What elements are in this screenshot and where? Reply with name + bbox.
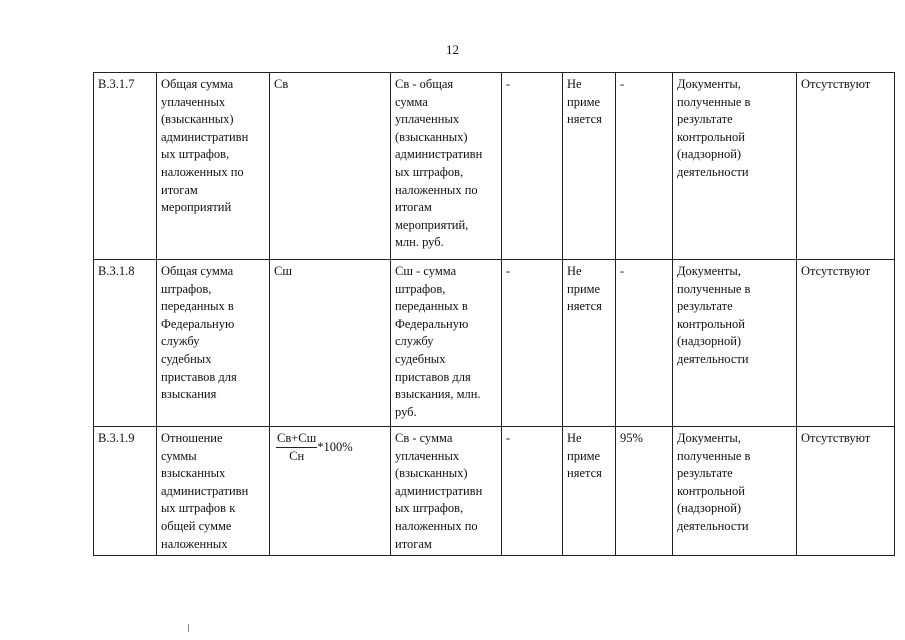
indicator-source: Документы, полученные в результате контрольной (надзорной) деятельности — [673, 427, 797, 556]
scan-mark — [188, 624, 189, 632]
table-row — [94, 260, 895, 427]
indicator-source: Документы, полученные в результате контрольной (надзорной) деятельности — [673, 73, 797, 260]
indicator-status: Отсутствуют — [797, 427, 895, 556]
indicator-formula: Сш — [270, 260, 391, 427]
indicator-description: Св - сумма уплаченных (взысканных) административн ых штрафов, наложенных по итогам — [391, 427, 502, 556]
indicator-code: B.3.1.8 — [94, 260, 157, 427]
indicator-col5: - — [502, 73, 563, 260]
indicator-name: Общая сумма уплаченных (взысканных) административн ых штрафов, наложенных по итогам мероприятий — [157, 73, 270, 260]
formula-suffix: *100% — [317, 440, 353, 454]
indicators-table — [93, 72, 895, 556]
ratio-formula — [276, 431, 353, 464]
indicator-source: Документы, полученные в результате контрольной (надзорной) деятельности — [673, 260, 797, 427]
indicator-status: Отсутствуют — [797, 73, 895, 260]
indicator-status: Отсутствуют — [797, 260, 895, 427]
table-row — [94, 73, 895, 260]
formula-denominator: Сн — [289, 449, 305, 463]
indicator-description: Сш - сумма штрафов, переданных в Федеральную службу судебных приставов для взыскания, млн. руб. — [391, 260, 502, 427]
indicator-target: 95% — [616, 427, 673, 556]
indicator-target: - — [616, 73, 673, 260]
formula-numerator: Св+Сш — [276, 431, 317, 448]
indicator-applicability: Не приме няется — [563, 260, 616, 427]
indicator-formula — [270, 427, 391, 556]
page-number: 12 — [446, 42, 459, 57]
indicator-col5: - — [502, 427, 563, 556]
indicator-applicability: Не приме няется — [563, 73, 616, 260]
indicator-code: B.3.1.9 — [94, 427, 157, 556]
formula-fraction — [276, 431, 317, 464]
indicator-col5: - — [502, 260, 563, 427]
indicator-name: Общая сумма штрафов, переданных в Федеральную службу судебных приставов для взыскания — [157, 260, 270, 427]
indicator-description: Св - общая сумма уплаченных (взысканных) административн ых штрафов, наложенных по итогам мероприятий, млн. руб. — [391, 73, 502, 260]
indicator-name: Отношение суммы взысканных административн ых штрафов к общей сумме наложенных — [157, 427, 270, 556]
indicator-applicability: Не приме няется — [563, 427, 616, 556]
indicator-code: B.3.1.7 — [94, 73, 157, 260]
indicator-formula: Св — [270, 73, 391, 260]
table-row — [94, 427, 895, 556]
indicator-target: - — [616, 260, 673, 427]
